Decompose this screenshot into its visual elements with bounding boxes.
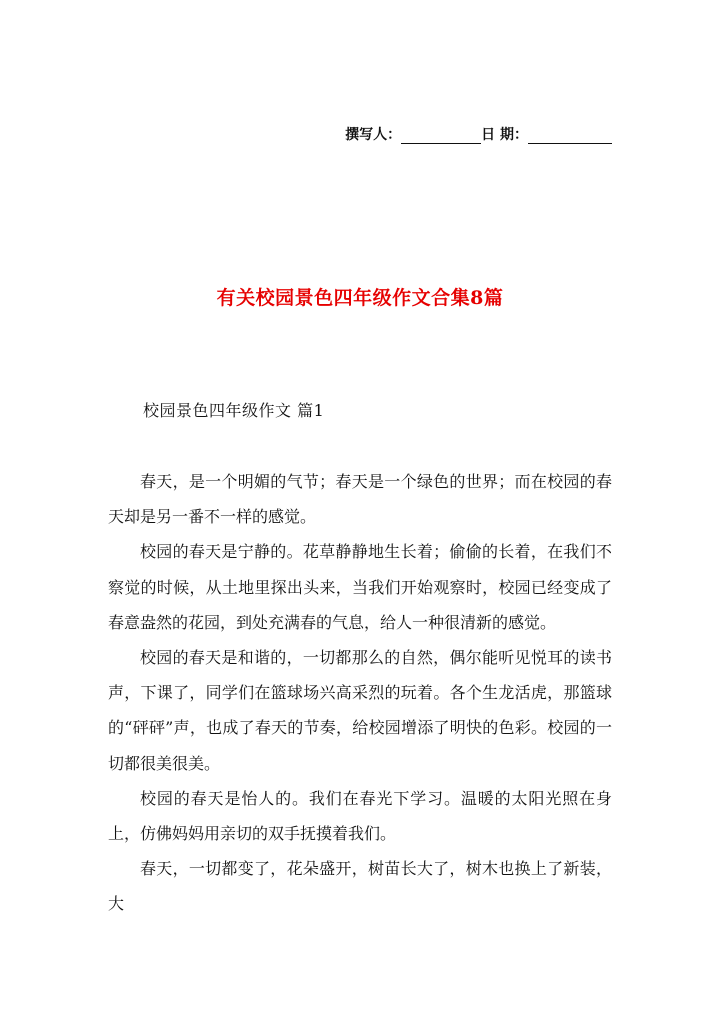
- essay-body: [108, 464, 612, 922]
- paragraph: 校园的春天是怡人的。我们在春光下学习。温暖的太阳光照在身上，仿佛妈妈用亲切的双手抚摸着我们。: [108, 788, 612, 844]
- paragraph: 春天，是一个明媚的气节；春天是一个绿色的世界；而在校园的春天却是另一番不一样的感觉。: [108, 472, 612, 527]
- author-label: 撰写人：: [345, 127, 402, 143]
- paragraph: 春天，一切都变了，花朵盛开，树苗长大了，树木也换上了新装，大: [108, 859, 612, 914]
- author-blank: [401, 129, 481, 144]
- date-label: 日 期：: [481, 127, 528, 143]
- paragraph: 校园的春天是宁静的。花草静静地生长着；偷偷的长着，在我们不察觉的时候，从土地里探出头来，当我们开始观察时，校园已经变成了春意盎然的花园，到处充满春的气息，给人一种很清新的感觉。: [108, 542, 612, 632]
- section-heading: 校园景色四年级作文 篇1: [143, 401, 325, 420]
- header-line: [345, 124, 612, 144]
- date-blank: [528, 129, 612, 144]
- document-title: 有关校园景色四年级作文合集8篇: [216, 287, 504, 309]
- paragraph: 校园的春天是和谐的，一切都那么的自然，偶尔能听见悦耳的读书声，下课了，同学们在篮球场兴高采烈的玩着。各个生龙活虎，那篮球的“砰砰”声，也成了春天的节奏，给校园增添了明快的色彩。校园的一切都很美很美。: [108, 648, 612, 773]
